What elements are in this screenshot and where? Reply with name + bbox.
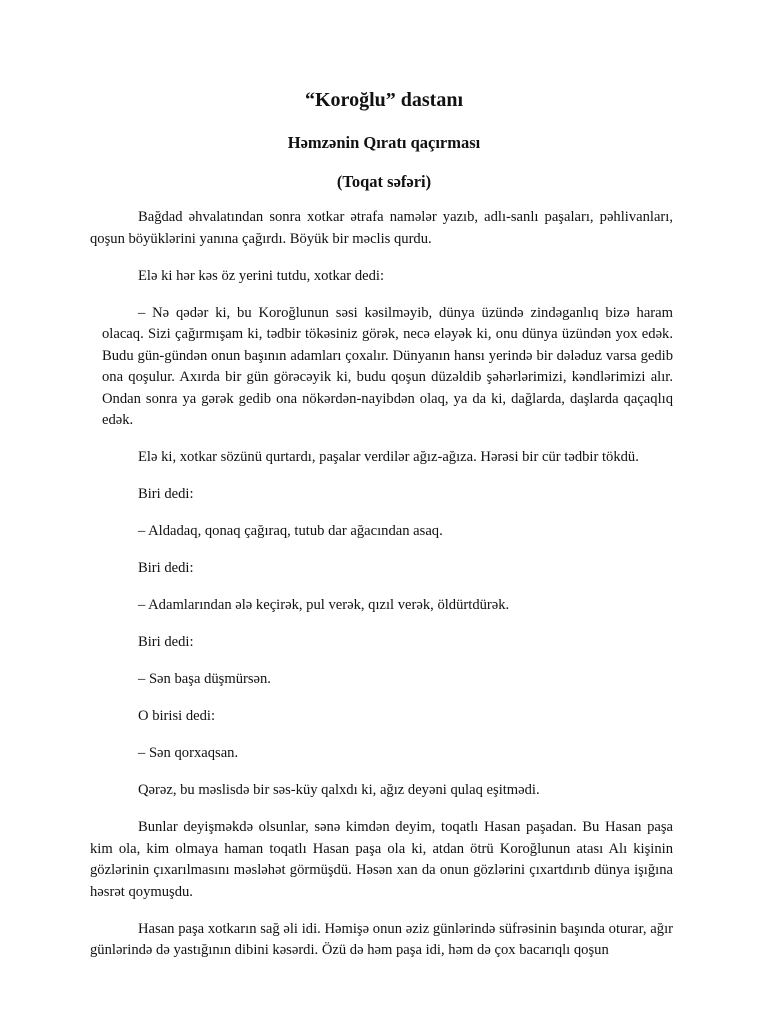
paragraph: Biri dedi: (138, 634, 194, 650)
paragraph: Bunlar deyişməkdə olsunlar, sənə kimdən deyim, toqatlı Hasan paşadan. Bu Hasan paşa kim ola, kim olmaya haman toqatlı Hasan paşa ola ki, atdan ötrü Koroğlunun atası Alı kişinin gözlərinin çıxarılmasını məsləhət görmüşdü. Həsən xan da onun gözlərini çıxartdırıb dünya işığına həsrət qoymuşdu. (90, 819, 673, 900)
episode-title: (Toqat səfəri) (336, 172, 432, 191)
paragraph: Hasan paşa xotkarın sağ əli idi. Həmişə onun əziz günlərində süfrəsinin başında oturar, ağır günlərində də yastığının dibini kəsərdi. Özü də həm paşa idi, həm də çox bacarıqlı qoşun (90, 920, 673, 958)
paragraph: Biri dedi: (138, 486, 194, 502)
paragraph: Biri dedi: (138, 560, 194, 576)
paragraph: Qərəz, bu məslisdə bir səs-küy qalxdı ki, ağız deyəni qulaq eşitmədi. (138, 782, 540, 798)
chapter-title: Həmzənin Qıratı qaçırması (287, 133, 481, 152)
document-body (90, 207, 673, 977)
dialogue-paragraph: – Nə qədər ki, bu Koroğlunun səsi kəsilməyib, dünya üzündə zindəganlıq bizə haram olacaq. Sizi çağırmışam ki, tədbir tökəsiniz görək, necə eləyək ki, onu dünya üzündən yox edək. Budu gün-gündən onun başının adamları çoxalır. Dünyanın hansı yerində bir dələduz varsa gedib ona qoşulur. Axırda bir gün görəcəyik ki, budu qoşun düzəldib şəhərlərimizi, kəndlərimizi alır. Ondan sonra ya gərək gedib ona nökərdən-nayibdən olaq, ya da ki, dağlarda, daşlarda qaçaqlıq edək. (102, 304, 673, 428)
dialogue-paragraph: – Adamlarından ələ keçirək, pul verək, qızıl verək, öldürtdürək. (138, 597, 510, 613)
paragraph: Bağdad əhvalatından sonra xotkar ətrafa namələr yazıb, adlı-sanlı paşaları, pəhlivanları, qoşun böyüklərini yanına çağırdı. Böyük bir məclis qurdu. (90, 209, 673, 247)
dialogue-paragraph: – Aldadaq, qonaq çağıraq, tutub dar ağacından asaq. (138, 523, 443, 539)
paragraph: Elə ki hər kəs öz yerini tutdu, xotkar dedi: (138, 267, 384, 284)
dialogue-paragraph: – Sən başa düşmürsən. (138, 671, 271, 687)
document-title: “Koroğlu” dastanı (305, 89, 463, 111)
paragraph: Elə ki, xotkar sözünü qurtardı, paşalar verdilər ağız-ağıza. Hərəsi bir cür tədbir tökdü. (138, 449, 639, 465)
dialogue-paragraph: – Sən qorxaqsan. (138, 745, 239, 761)
paragraph: O birisi dedi: (138, 708, 216, 724)
